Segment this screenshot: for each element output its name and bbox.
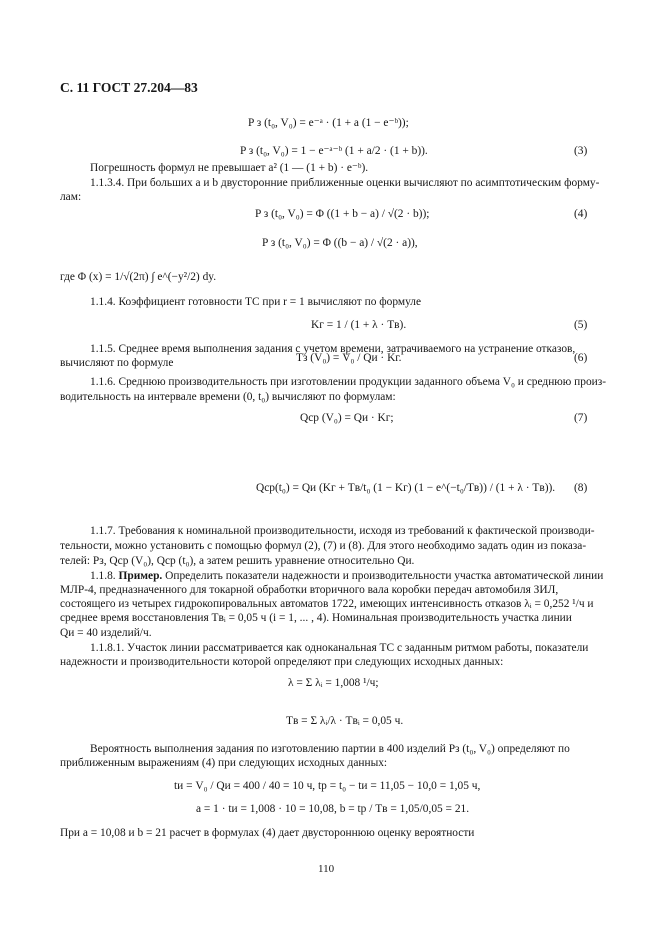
text-116-line1: 1.1.6. Среднюю производительность при изготовлении продукции заданного объема V₀ и среднюю произ- (90, 376, 607, 388)
equation-number-4: (4) (574, 208, 588, 220)
equation-number-5: (5) (574, 319, 588, 331)
text-1134-line1: 1.1.3.4. При больших a и b двусторонние приближенные оценки вычисляют по асимптотическим форму- (90, 177, 600, 189)
formula-7: Qср (V₀) = Qи · Kг; (300, 412, 394, 424)
text-118-line2: МЛР-4, предназначенного для токарной обработки вторичного вала коробки передач автомобиля ЗИЛ, (60, 584, 559, 596)
text-117-line1: 1.1.7. Требования к номинальной производительности, исходя из требований к фактической производи- (90, 525, 595, 537)
formula-calc-2: a = 1 · tи = 1,008 · 10 = 10,08, b = tр / Tв = 1,05/0,05 = 21. (196, 803, 470, 815)
equation-number-6: (6) (574, 352, 588, 364)
text-last-line: При a = 10,08 и b = 21 расчет в формулах (4) дает двустороннюю оценку вероятности (60, 827, 475, 839)
text-118-number: 1.1.8. (90, 570, 116, 582)
formula-pz-upper: P з (t₀, V₀) = e⁻ᵃ · (1 + a (1 − e⁻ᵇ)); (248, 117, 409, 129)
text-118-line5: Qи = 40 изделий/ч. (60, 627, 152, 639)
formula-4a: P з (t₀, V₀) = Φ ((1 + b − a) / √(2 · b)); (255, 208, 430, 220)
text-117-line3: телей: Pз, Qср (V₀), Qср (t₀), а затем решить уравнение относительно Qи. (60, 555, 415, 567)
page-number: 110 (318, 863, 335, 875)
text-1134-line2: лам: (60, 191, 82, 203)
text-118-example-label: Пример. (118, 570, 163, 582)
formula-lambda-sum: λ = Σ λᵢ = 1,008 ¹/ч; (288, 677, 379, 689)
text-118-line3: состоящего из четырех гидрокопировальных автоматов 1722, имеющих интенсивность отказов λᵢ = 0,252 ¹/ч и (60, 598, 594, 610)
text-118-line4: среднее время восстановления Tвᵢ = 0,05 ч (i = 1, ... , 4). Номинальная производительность участка линии (60, 612, 572, 624)
text-116-line2: водительность на интервале времени (0, t₀) вычисляют по формулам: (60, 391, 396, 403)
formula-tv-sum: Tв = Σ λᵢ/λ · Tвᵢ = 0,05 ч. (286, 715, 404, 727)
equation-number-7: (7) (574, 412, 588, 424)
text-118-line1-rest: Определить показатели надежности и производительности участка автоматической линии (165, 570, 604, 582)
equation-number-8: (8) (574, 482, 588, 494)
text-118-line1 (90, 570, 603, 584)
text-probability-line1: Вероятность выполнения задания по изготовлению партии в 400 изделий Pз (t₀, V₀) определяют по (90, 743, 570, 755)
text-115-line2: вычисляют по формуле (60, 357, 174, 369)
formula-phi-definition: где Φ (x) = 1/√(2π) ∫ e^(−y²/2) dy. (60, 271, 217, 283)
text-1181-line1: 1.1.8.1. Участок линии рассматривается как одноканальная ТС с заданным ритмом работы, показатели (90, 642, 589, 654)
page-header: С. 11 ГОСТ 27.204—83 (60, 80, 198, 95)
formula-5: Kг = 1 / (1 + λ · Tв). (311, 319, 407, 331)
text-115-line1: 1.1.5. Среднее время выполнения задания с учетом времени, затрачиваемого на устранение отказов, (90, 343, 576, 355)
equation-number-3: (3) (574, 145, 588, 157)
text-117-line2: тельности, можно установить с помощью формул (2), (7) и (8). Для этого необходимо задать один из показа- (60, 540, 587, 552)
text-1181-line2: надежности и производительности которой определяют при следующих исходных данных: (60, 656, 504, 668)
text-error-bound: Погрешность формул не превышает a² (1 — (1 + b) · e⁻ᵇ). (90, 162, 369, 174)
formula-8: Qср(t₀) = Qи (Kг + Tв/t₀ (1 − Kг) (1 − e^(−t₀/Tв)) / (1 + λ · Tв)). (256, 482, 556, 494)
formula-pz-lower: P з (t₀, V₀) = 1 − e⁻ᵃ⁻ᵇ (1 + a/2 · (1 + b)). (240, 145, 428, 157)
formula-calc-1: tи = V₀ / Qи = 400 / 40 = 10 ч, tр = t₀ − tи = 11,05 − 10,0 = 1,05 ч, (174, 780, 481, 792)
text-114: 1.1.4. Коэффициент готовности ТС при r = 1 вычисляют по формуле (90, 296, 421, 308)
formula-6: Tз (V₀) = V₀ / Qи · Kг. (296, 352, 402, 364)
text-probability-line2: приближенным выражениям (4) при следующих исходных данных: (60, 757, 388, 769)
formula-4b: P з (t₀, V₀) = Φ ((b − a) / √(2 · a)), (262, 237, 418, 249)
